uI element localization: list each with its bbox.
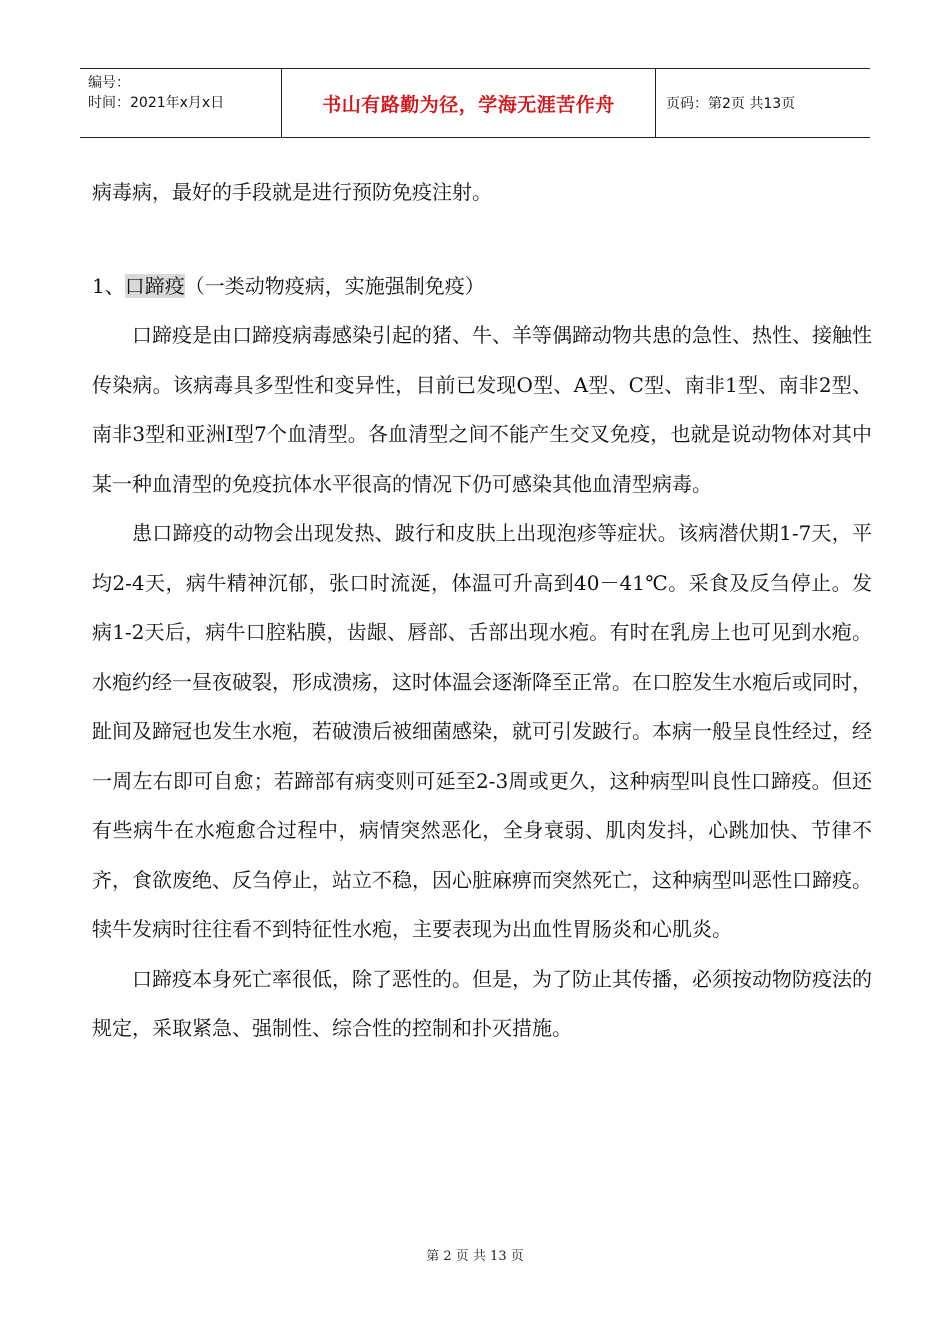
section-title: 口蹄疫 — [124, 273, 185, 298]
header-page-number: 页码：第2页 共13页 — [666, 96, 796, 112]
section-heading — [92, 262, 872, 312]
section-number: 1、 — [92, 273, 125, 298]
document-number: 编号： — [88, 75, 130, 91]
section-subtitle: （一类动物疫病，实施强制免疫） — [184, 273, 485, 298]
page-header — [80, 68, 870, 138]
header-meta — [80, 69, 282, 137]
document-time: 时间：2021年x月x日 — [88, 95, 225, 111]
body-paragraph: 口蹄疫是由口蹄疫病毒感染引起的猪、牛、羊等偶蹄动物共患的急性、热性、接触性传染病。该病毒具多型性和变异性，目前已发现O型、A型、C型、南非1型、南非2型、南非3型和亚洲I型7个血清型。各血清型之间不能产生交叉免疫，也就是说动物体对其中某一种血清型的免疫抗体水平很高的情况下仍可感染其他血清型病毒。 — [92, 323, 872, 496]
body-paragraph: 口蹄疫本身死亡率很低，除了恶性的。但是，为了防止其传播，必须按动物防疫法的规定，采取紧急、强制性、综合性的控制和扑灭措施。 — [92, 966, 872, 1040]
body-paragraph: 患口蹄疫的动物会出现发热、跛行和皮肤上出现泡疹等症状。该病潜伏期1-7天，平均2-4天，病牛精神沉郁，张口时流涎，体温可升高到40－41℃。采食及反刍停止。发病1-2天后，病牛口腔粘膜，齿龈、唇部、舌部出现水疱。有时在乳房上也可见到水疱。水疱约经一昼夜破裂，形成溃疡，这时体温会逐渐降至正常。在口腔发生水疱后或同时，趾间及蹄冠也发生水疱，若破溃后被细菌感染，就可引发跛行。本病一般呈良性经过，经一周左右即可自愈；若蹄部有病变则可延至2-3周或更久，这种病型叫良性口蹄疫。但还有些病牛在水疱愈合过程中，病情突然恶化，全身衰弱、肌肉发抖，心跳加快、节律不齐，食欲废绝、反刍停止，站立不稳，因心脏麻痹而突然死亡，这种病型叫恶性口蹄疫。犊牛发病时往往看不到特征性水疱，主要表现为出血性胃肠炎和心肌炎。 — [92, 521, 872, 941]
document-body — [92, 168, 872, 1054]
continuation-paragraph: 病毒病，最好的手段就是进行预防免疫注射。 — [92, 180, 492, 204]
header-motto: 书山有路勤为径，学海无涯苦作舟 — [282, 69, 656, 137]
page-footer: 第 2 页 共 13 页 — [426, 1249, 524, 1264]
